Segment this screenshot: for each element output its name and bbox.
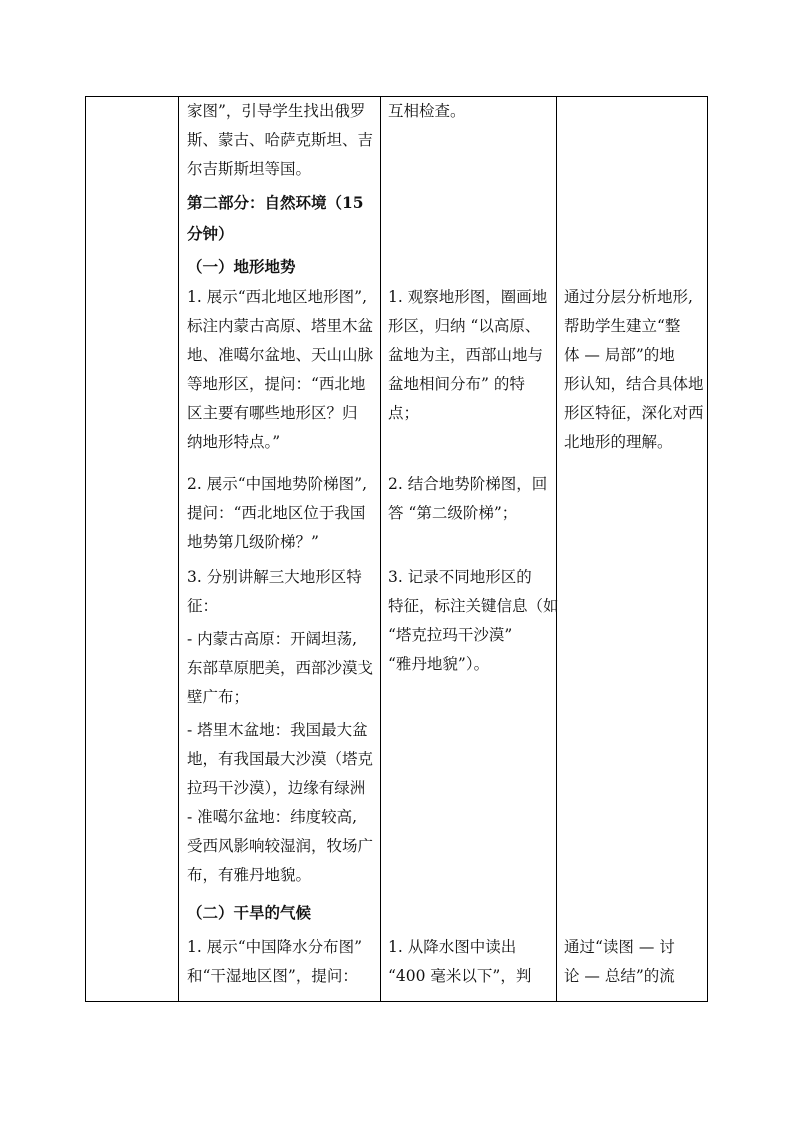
teacher-activity-column — [187, 97, 377, 1001]
col2-text-line: - 塔里木盆地：我国最大盆 — [187, 721, 368, 739]
col2-text-line: - 准噶尔盆地：纬度较高, — [187, 808, 358, 826]
col2-text-line: （一）地形地势 — [187, 257, 296, 276]
col2-text-line: 标注内蒙古高原、塔里木盆 — [187, 317, 374, 335]
col2-text-line: 第二部分：自然环境（15 — [187, 193, 364, 212]
col3-text-line: “400 毫米以下”，判 — [388, 967, 532, 985]
col4-text-line: 形区特征，深化对西 — [564, 404, 704, 422]
col4-text-line: 体 — 局部”的地 — [564, 346, 675, 364]
col3-text-line: 点； — [388, 404, 420, 422]
col4-text-line: 帮助学生建立“整 — [564, 317, 681, 335]
student-activity-column — [388, 97, 559, 1001]
col4-text-line: 论 — 总结”的流 — [564, 967, 675, 985]
col2-text-line: 等地形区，提问：“西北地 — [187, 375, 366, 393]
col2-text-line: 征： — [187, 597, 219, 615]
col4-text-line: 通过“读图 — 讨 — [564, 938, 675, 956]
col2-text-line: 壁广布； — [187, 688, 250, 706]
lesson-plan-table — [85, 96, 708, 1002]
col2-text-line: 家图”，引导学生找出俄罗 — [187, 102, 366, 120]
col2-text-line: 地势第几级阶梯？” — [187, 533, 319, 551]
col2-text-line: （二）干旱的气候 — [187, 903, 312, 922]
col3-text-line: 互相检查。 — [388, 102, 466, 120]
col3-text-line: 2. 结合地势阶梯图，回 — [388, 475, 548, 493]
col2-text-line: 1. 展示“西北地区地形图”, — [187, 288, 367, 306]
col2-text-line: 和“干湿地区图”，提问： — [187, 967, 358, 985]
col2-text-line: 3. 分别讲解三大地形区特 — [187, 568, 362, 586]
design-intent-column — [564, 97, 708, 1001]
col3-text-line: 1. 观察地形图，圈画地 — [388, 288, 548, 306]
col2-text-line: 2. 展示“中国地势阶梯图”, — [187, 475, 367, 493]
col3-text-line: 盆地为主，西部山地与 — [388, 346, 544, 364]
column-divider — [380, 97, 381, 1001]
col2-text-line: 地，有我国最大沙漠（塔克 — [187, 750, 374, 768]
col3-text-line: 答 “第二级阶梯”； — [388, 504, 518, 522]
col4-text-line: 通过分层分析地形, — [564, 288, 693, 306]
col3-text-line: “雅丹地貌”）。 — [388, 655, 490, 673]
phase-column — [86, 97, 178, 1001]
col3-text-line: “塔克拉玛干沙漠” — [388, 626, 513, 644]
col4-text-line: 形认知，结合具体地 — [564, 375, 704, 393]
col2-text-line: 布，有雅丹地貌。 — [187, 866, 312, 884]
col2-text-line: 尔吉斯斯坦等国。 — [187, 160, 312, 178]
col2-text-line: 纳地形特点。” — [187, 433, 281, 451]
col3-text-line: 特征，标注关键信息（如 — [388, 597, 559, 615]
col2-text-line: 东部草原肥美，西部沙漠戈 — [187, 659, 374, 677]
col2-text-line: - 内蒙古高原：开阔坦荡, — [187, 630, 358, 648]
col3-text-line: 1. 从降水图中读出 — [388, 938, 517, 956]
col4-text-line: 北地形的理解。 — [564, 433, 673, 451]
col3-text-line: 盆地相间分布” 的特 — [388, 375, 525, 393]
col2-text-line: 分钟） — [187, 224, 234, 243]
col3-text-line: 形区，归纳 “以高原、 — [388, 317, 541, 335]
col2-text-line: 1. 展示“中国降水分布图” — [187, 938, 363, 956]
col3-text-line: 3. 记录不同地形区的 — [388, 568, 532, 586]
col2-text-line: 提问：“西北地区位于我国 — [187, 504, 366, 522]
col2-text-line: 斯、蒙古、哈萨克斯坦、吉 — [187, 131, 374, 149]
column-divider — [556, 97, 557, 1001]
col2-text-line: 受西风影响较湿润，牧场广 — [187, 837, 374, 855]
col2-text-line: 拉玛干沙漠），边缘有绿洲 — [187, 779, 366, 797]
column-divider — [178, 97, 179, 1001]
col2-text-line: 地、准噶尔盆地、天山山脉 — [187, 346, 374, 364]
col2-text-line: 区主要有哪些地形区？归 — [187, 404, 358, 422]
